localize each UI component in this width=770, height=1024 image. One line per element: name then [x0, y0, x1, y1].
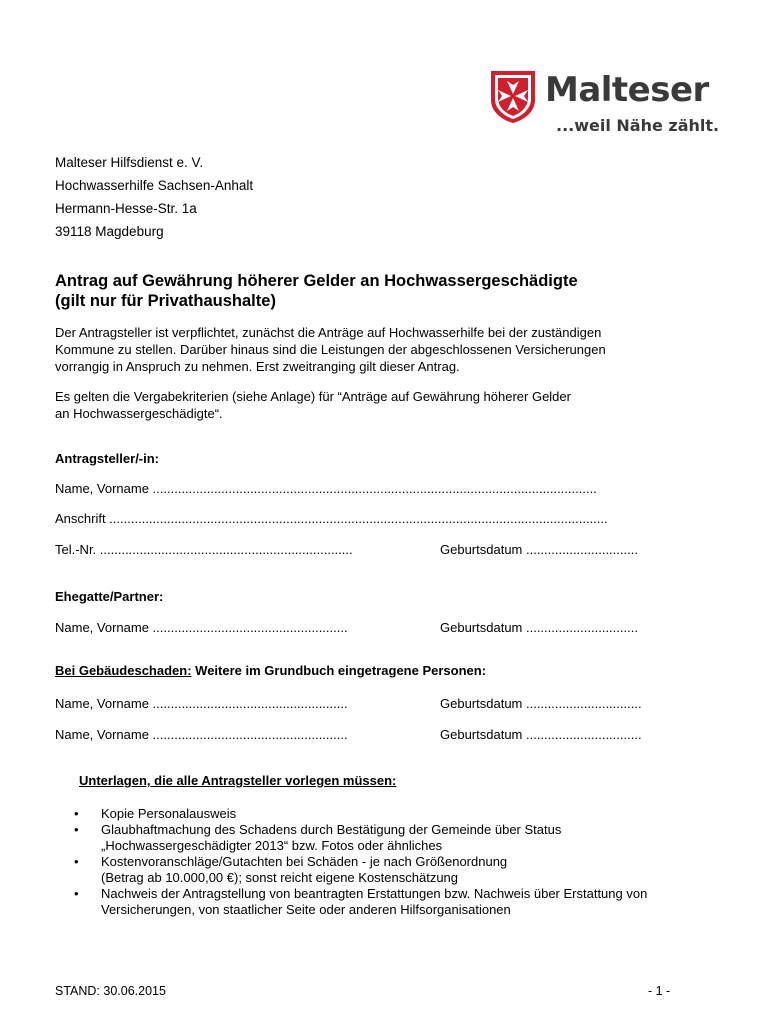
- list-item: [55, 822, 647, 854]
- document-item-text: (Betrag ab 10.000,00 €); sonst reicht eigene Kostenschätzung: [101, 870, 459, 885]
- footer-page-number: - 1 -: [648, 984, 671, 998]
- building-damage-heading-underlined: Bei Gebäudeschaden:: [55, 663, 192, 678]
- applicant-address-field[interactable]: Anschrift ..........................................................................................................................................: [55, 511, 608, 526]
- intro-p1-line-1: Der Antragsteller ist verpflichtet, zunächst die Anträge auf Hochwasserhilfe bei der zuständigen: [55, 325, 602, 340]
- applicant-phone-field[interactable]: Tel.-Nr. ......................................................................: [55, 542, 353, 557]
- applicant-name-field[interactable]: Name, Vorname ...........................................................................................................................: [55, 481, 597, 496]
- intro-p2-line-2: an Hochwassergeschädigte“.: [55, 406, 223, 421]
- document-item-text: Glaubhaftmachung des Schadens durch Bestätigung der Gemeinde über Status: [101, 822, 562, 837]
- intro-p1-line-3: vorrangig in Anspruch zu nehmen. Erst zweitranging gilt dieser Antrag.: [55, 359, 460, 374]
- required-documents-heading: Unterlagen, die alle Antragsteller vorlegen müssen:: [79, 773, 397, 788]
- list-item: [55, 886, 647, 918]
- document-item-text: „Hochwassergeschädigter 2013“ bzw. Fotos oder ähnliches: [101, 838, 443, 853]
- partner-birthdate-field[interactable]: Geburtsdatum ...............................: [440, 620, 638, 635]
- document-item-text: Kopie Personalausweis: [101, 806, 237, 821]
- required-documents-list: [55, 806, 647, 918]
- list-item: [55, 854, 647, 886]
- list-item: [55, 806, 647, 822]
- building-damage-heading: [55, 663, 486, 678]
- recipient-address: [55, 151, 253, 243]
- malteser-shield-icon: [490, 70, 536, 124]
- intro-p2-line-1: Es gelten die Vergabekriterien (siehe Anlage) für “Anträge auf Gewährung höherer Gelder: [55, 389, 571, 404]
- bullet-icon: •: [74, 822, 79, 837]
- owner-1-birthdate-field[interactable]: Geburtsdatum ................................: [440, 696, 642, 711]
- address-line-2: Hochwasserhilfe Sachsen-Anhalt: [55, 178, 254, 193]
- partner-heading: Ehegatte/Partner:: [55, 589, 164, 604]
- owner-1-name-field[interactable]: Name, Vorname ......................................................: [55, 696, 348, 711]
- address-line-4: 39118 Magdeburg: [55, 224, 164, 239]
- applicant-birthdate-field[interactable]: Geburtsdatum ...............................: [440, 542, 638, 557]
- building-damage-heading-rest: Weitere im Grundbuch eingetragene Personen:: [191, 663, 487, 678]
- document-item-text: Kostenvoranschläge/Gutachten bei Schäden - je nach Größenordnung: [101, 854, 508, 869]
- intro-paragraph-2: [55, 388, 571, 422]
- address-line-1: Malteser Hilfsdienst e. V.: [55, 155, 204, 170]
- address-line-3: Hermann-Hesse-Str. 1a: [55, 201, 197, 216]
- bullet-icon: •: [74, 886, 79, 901]
- intro-paragraph-1: [55, 324, 606, 375]
- document-item-text: Versicherungen, von staatlicher Seite oder anderen Hilfsorganisationen: [101, 902, 511, 917]
- logo-slogan: ...weil Nähe zählt.: [556, 116, 720, 135]
- title-line-1: Antrag auf Gewährung höherer Gelder an Hochwassergeschädigte: [55, 272, 578, 290]
- title-line-2: (gilt nur für Privathaushalte): [55, 292, 276, 310]
- bullet-icon: •: [74, 806, 79, 821]
- intro-p1-line-2: Kommune zu stellen. Darüber hinaus sind die Leistungen der abgeschlossenen Versicherungen: [55, 342, 606, 357]
- logo-brand-text: Malteser: [545, 70, 709, 110]
- partner-name-field[interactable]: Name, Vorname ......................................................: [55, 620, 348, 635]
- applicant-heading: Antragsteller/-in:: [55, 451, 160, 466]
- footer-stand-date: STAND: 30.06.2015: [55, 984, 166, 998]
- owner-2-name-field[interactable]: Name, Vorname ......................................................: [55, 727, 348, 742]
- document-item-text: Nachweis der Antragstellung von beantragten Erstattungen bzw. Nachweis über Erstattung von: [101, 886, 648, 901]
- bullet-icon: •: [74, 854, 79, 869]
- owner-2-birthdate-field[interactable]: Geburtsdatum ................................: [440, 727, 642, 742]
- malteser-logo: [490, 70, 725, 140]
- document-title: [55, 271, 578, 311]
